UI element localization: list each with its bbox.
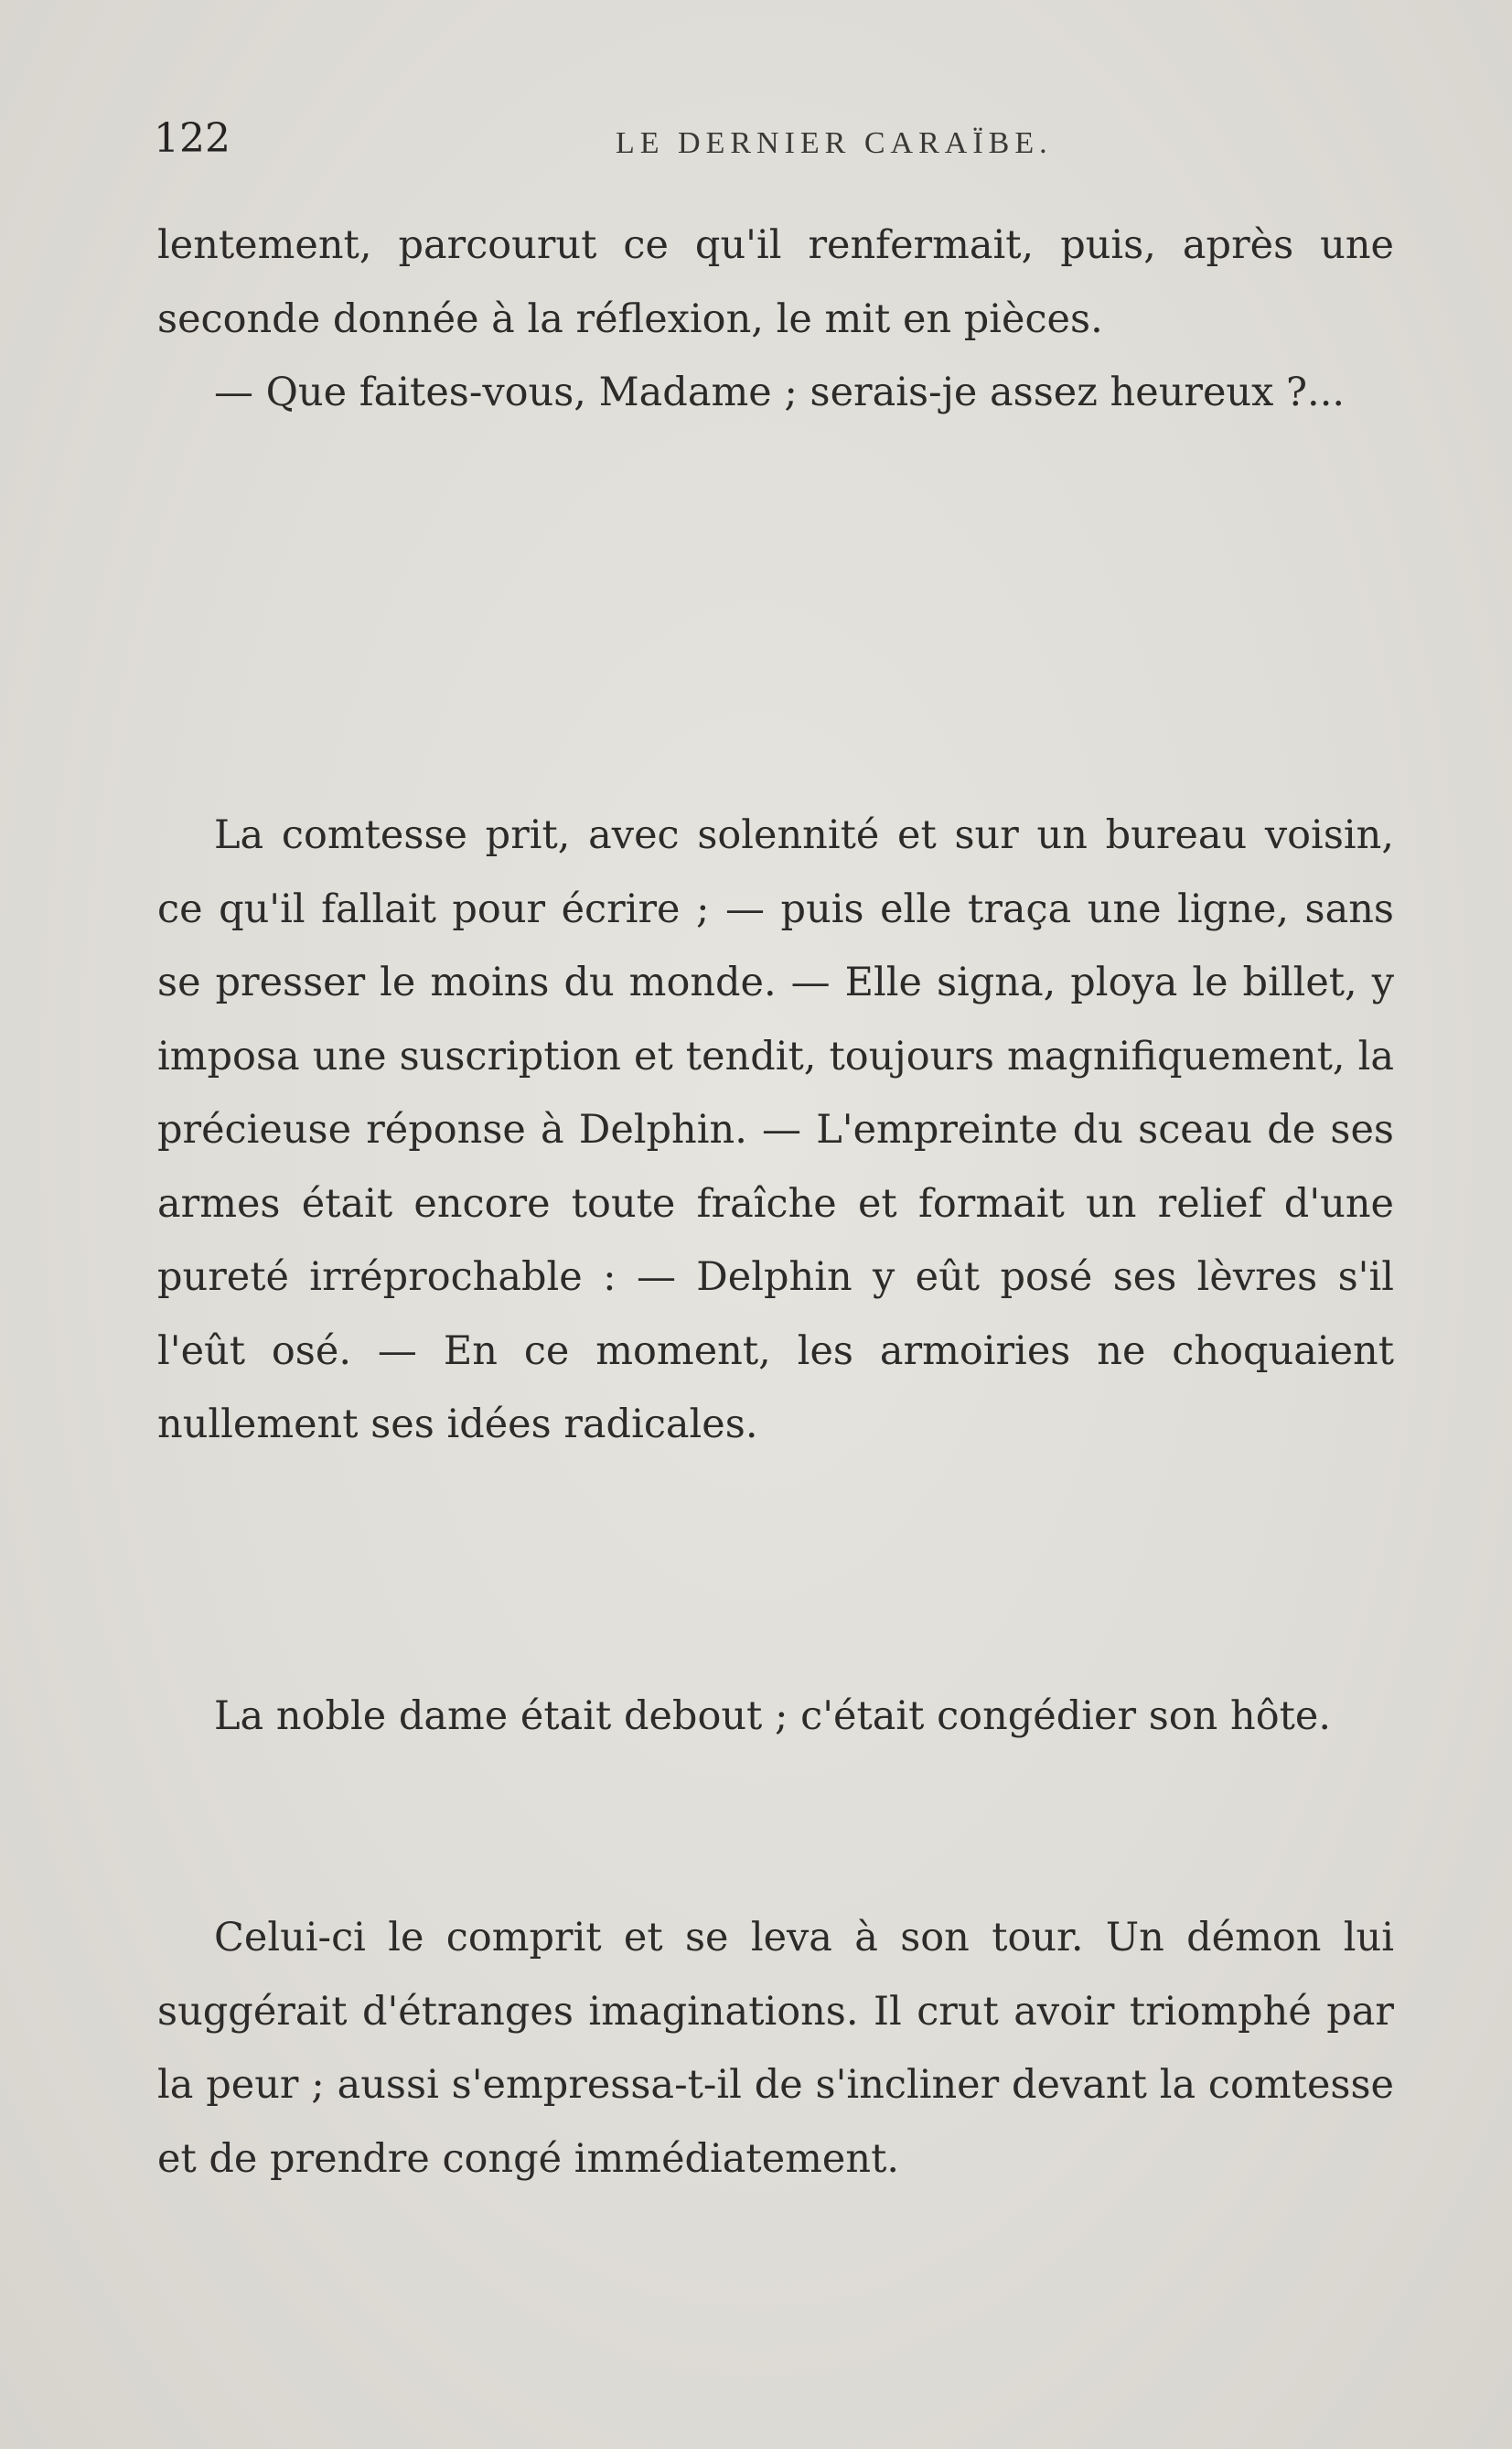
page-number: 122 <box>154 115 231 162</box>
paragraph-continued: lentement, parcourut ce qu'il renfermait, puis, après une seconde donnée à la réflexion, le mit en pièces. <box>157 222 1394 342</box>
running-title: LE DERNIER CARAÏBE. <box>616 126 1053 160</box>
paragraph-dialogue: — Que faites-vous, Madame ; serais-je assez heureux ?... <box>214 370 1346 415</box>
text-block-comtesse <box>157 799 1394 1462</box>
running-header <box>154 112 1398 176</box>
text-block-noble-dame <box>157 1680 1394 1754</box>
text-block-top <box>157 209 1394 430</box>
text-block-celui-ci <box>157 1901 1394 2196</box>
paragraph-celui-ci: Celui-ci le comprit et se leva à son tour. Un démon lui suggérait d'étranges imaginations. Il crut avoir triomphé par la peur ; aussi s'empressa-t-il de s'incliner devant la comtesse et de prendre congé immédiatement. <box>157 1915 1394 2182</box>
paragraph-comtesse: La comtesse prit, avec solennité et sur un bureau voisin, ce qu'il fallait pour écrire ; — puis elle traça une ligne, sans se presser le moins du monde. — Elle signa, ploya le billet, y imposa une suscription et tendit, toujours magnifiquement, la précieuse réponse à Delphin. — L'empreinte du sceau de ses armes était encore toute fraîche et formait un relief d'une pureté irréprochable : — Delphin y eût posé ses lèvres s'il l'eût osé. — En ce moment, les armoiries ne choquaient nullement ses idées radicales. <box>157 812 1394 1447</box>
paragraph-noble-dame: La noble dame était debout ; c'était congédier son hôte. <box>214 1693 1331 1739</box>
